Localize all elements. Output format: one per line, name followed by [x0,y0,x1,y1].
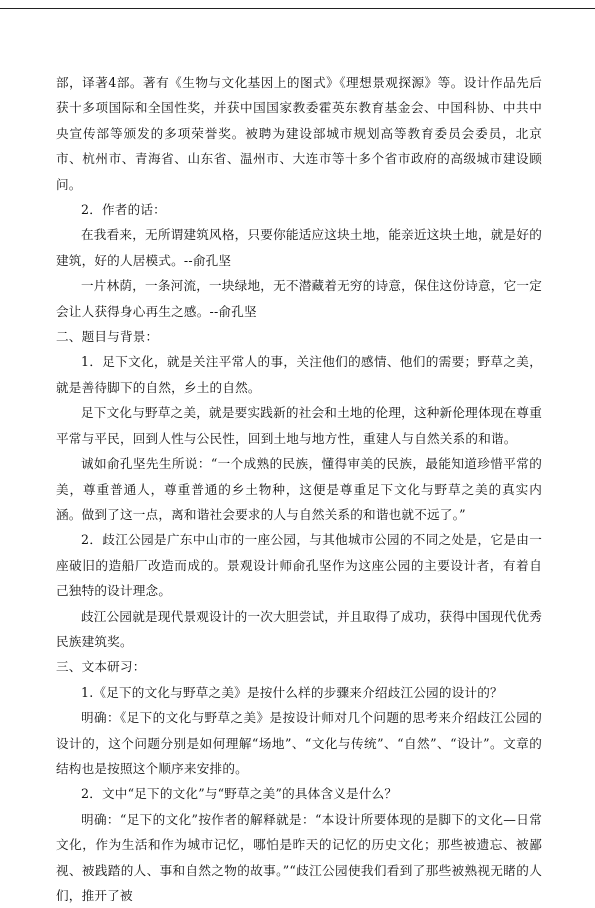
paragraph: 1.《足下的文化与野草之美》是按什么样的步骤来介绍歧江公园的设计的？ [81,684,503,700]
paragraph: 二、题目与背景： [56,329,159,345]
paragraph: 一片林荫，一条河流，一块绿地，无不潜藏着无穷的诗意，保住这份诗意，它一定会让人获得身心再生之感。--俞孔坚 [56,278,542,319]
paragraph: 足下文化与野草之美，就是要实践新的社会和土地的伦理，这种新伦理体现在尊重平常与平民，回到人性与公民性，回到土地与地方性，重建人与自然关系的和谐。 [56,405,542,446]
paragraph: 诚如俞孔坚先生所说：“一个成熟的民族，懂得审美的民族，最能知道珍惜平常的美，尊重普通人，尊重普通的乡土物种，这便是尊重足下文化与野草之美的真实内涵。做到了这一点，离和谐社会要求的人与自然关系的和谐也就不远了。” [56,456,542,522]
paragraph: 在我看来，无所谓建筑风格，只要你能适应这块土地，能亲近这块土地，就是好的建筑，好的人居模式。--俞孔坚 [56,227,542,268]
header-rule [0,8,595,9]
paragraph: 歧江公园就是现代景观设计的一次大胆尝试，并且取得了成功，获得中国现代优秀民族建筑奖。 [56,608,542,649]
paragraph: 1．足下文化，就是关注平常人的事，关注他们的感情、他们的需要；野草之美，就是善待脚下的自然，乡土的自然。 [56,354,542,395]
paragraph: 2．文中“足下的文化”与“野草之美”的具体含义是什么？ [81,786,398,802]
paragraph: 明确：“足下的文化”按作者的解释就是：“本设计所要体现的是脚下的文化—日常文化，作为生活和作为城市记忆，哪怕是昨天的记忆的历史文化；那些被遗忘、被鄙视、被践踏的人、事和自然之物的故事。”“歧江公园使我们看到了那些被熟视无睹的人们，推开了被 [56,811,542,903]
paragraph: 三、文本研习： [56,659,146,675]
paragraph: 2．作者的话： [81,202,166,218]
paragraph: 明确：《足下的文化与野草之美》是按设计师对几个问题的思考来介绍歧江公园的设计的，这个问题分别是如何理解“场地”、“文化与传统”、“自然”、“设计”。文章的结构也是按照这个顺序来安排的。 [56,710,542,776]
paragraph: 部，译著4部。著有《生物与文化基因上的图式》《理想景观探源》等。设计作品先后获十多项国际和全国性奖，并获中国国家教委霍英东教育基金会、中国科协、中共中央宣传部等颁发的多项荣誉奖。被聘为建设部城市规划高等教育委员会委员，北京市、杭州市、青海省、山东省、温州市、大连市等十多个省市政府的高级城市建设顾问。 [56,75,542,192]
paragraph: 2．歧江公园是广东中山市的一座公园，与其他城市公园的不同之处是，它是由一座破旧的造船厂改造而成的。景观设计师俞孔坚作为这座公园的主要设计者，有着自己独特的设计理念。 [56,532,542,599]
document-body [56,70,542,908]
